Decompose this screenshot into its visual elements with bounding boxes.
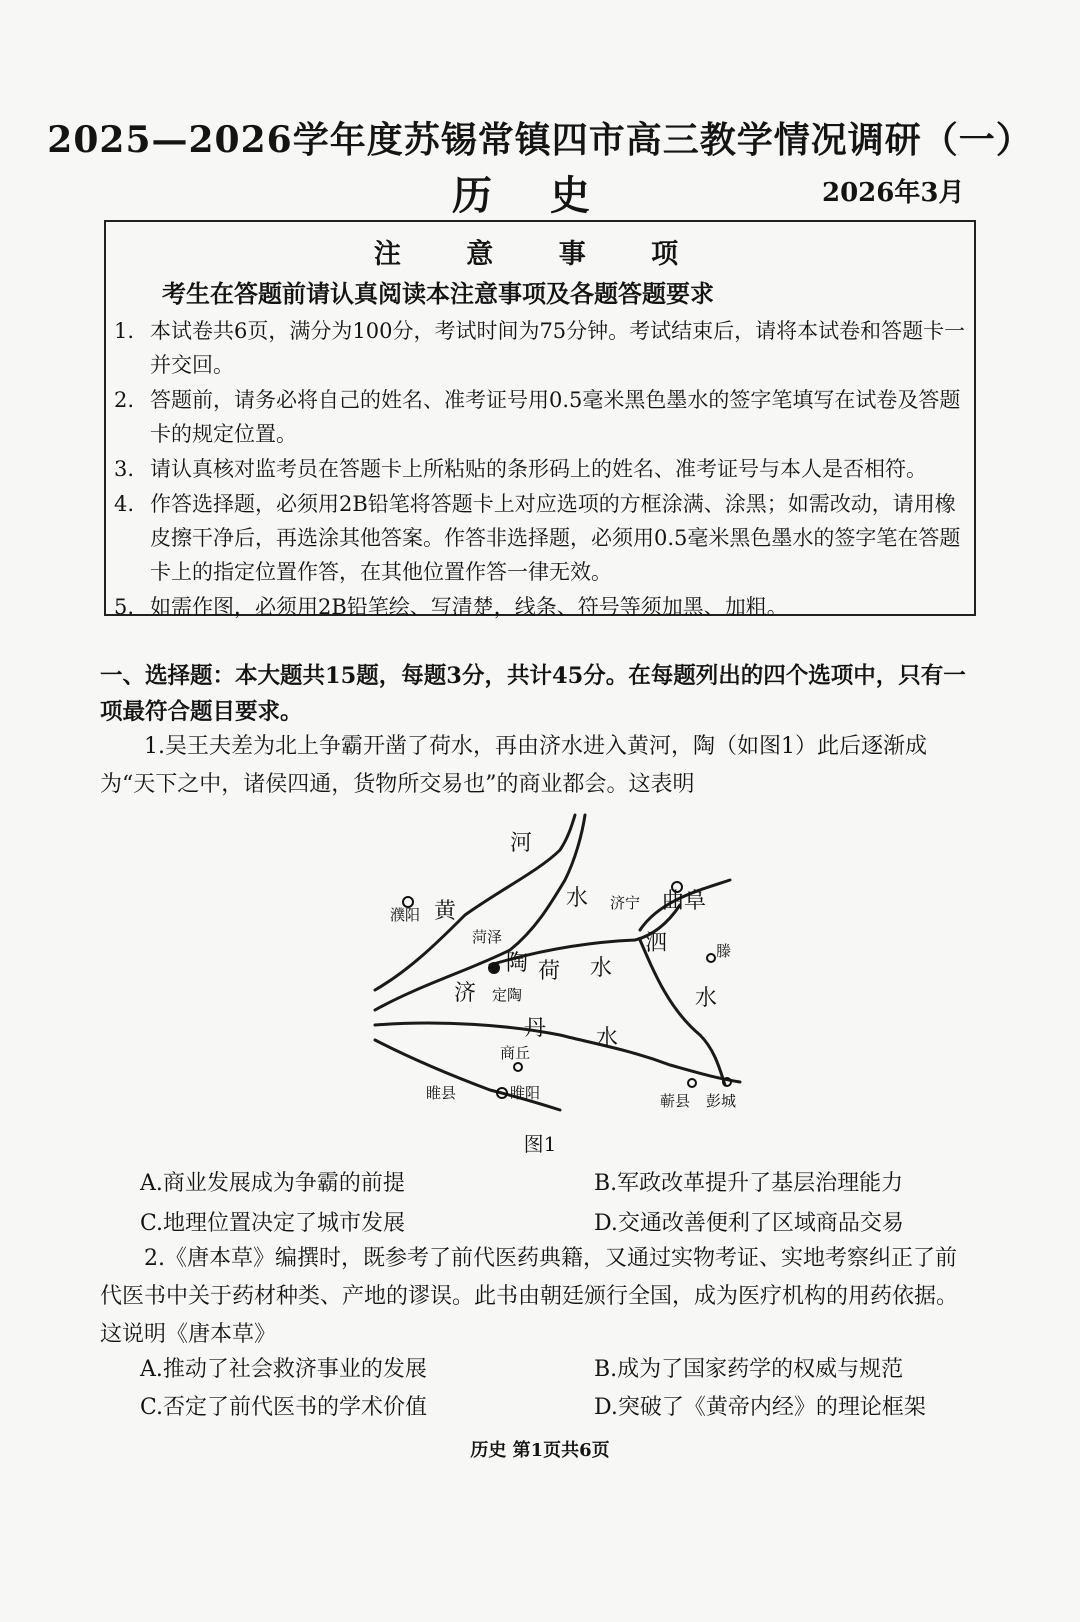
map-river-line — [375, 1023, 740, 1082]
question-1-option-c: C.地理位置决定了城市发展 — [140, 1211, 406, 1236]
map-label: 济宁 — [610, 894, 641, 912]
question-1-text: 1.吴王夫差为北上争霸开凿了荷水，再由济水进入黄河，陶（如图1）此后逐渐成为“天下之中，诸侯四通，货物所交易也”的商业都会。这表明 — [100, 734, 927, 797]
question-1-option-b: B.军政改革提升了基层治理能力 — [594, 1171, 904, 1196]
question-1-stem — [100, 728, 970, 804]
notice-item-text: 答题前，请务必将自己的姓名、准考证号用0.5毫米黑色墨水的签字笔填写在试卷及答题卡的规定位置。 — [150, 388, 961, 446]
map-label: 濮阳 — [390, 906, 421, 924]
map-label: 水 — [695, 986, 718, 1011]
section-heading: 一、选择题：本大题共15题，每题3分，共计45分。在每题列出的四个选项中，只有一项最符合题目要求。 — [100, 663, 966, 725]
question-2-text: 2.《唐本草》编撰时，既参考了前代医药典籍，又通过实物考证、实地考察纠正了前代医书中关于药材种类、产地的谬误。此书由朝廷颁行全国，成为医疗机构的用药依据。这说明《唐本草》 — [100, 1246, 959, 1347]
notice-subtitle: 考生在答题前请认真阅读本注意事项及各题答题要求 — [162, 279, 714, 308]
figure-1-map — [370, 810, 760, 1120]
map-city-dot — [514, 1063, 522, 1071]
map-label: 蕲县 — [660, 1092, 691, 1110]
map-label: 荷 — [538, 959, 561, 984]
notice-item-number: 4. — [114, 492, 135, 516]
notice-item-number: 5. — [114, 595, 135, 619]
notice-item — [114, 487, 970, 589]
question-2-option-c: C.否定了前代医书的学术价值 — [140, 1395, 428, 1420]
notice-list — [114, 314, 970, 625]
notice-item-text: 本试卷共6页，满分为100分，考试时间为75分钟。考试结束后，请将本试卷和答题卡一并交回。 — [150, 319, 966, 377]
question-2-stem — [100, 1240, 970, 1354]
question-2-option-b: B.成为了国家药学的权威与规范 — [594, 1357, 904, 1382]
map-label: 水 — [566, 886, 589, 911]
notice-item-number: 3. — [114, 457, 135, 481]
exam-date: 2026年3月 — [822, 178, 965, 208]
map-label: 丹 — [524, 1016, 547, 1041]
map-label: 济 — [454, 981, 477, 1006]
notice-title: 注 意 事 项 — [373, 239, 707, 270]
notice-item — [114, 590, 970, 624]
map-label: 黄 — [434, 899, 457, 924]
notice-item-number: 1. — [114, 319, 135, 343]
map-label: 滕 — [716, 942, 732, 960]
map-label: 水 — [590, 956, 613, 981]
map-label: 水 — [596, 1026, 619, 1051]
page-footer: 历史 第1页共6页 — [470, 1440, 610, 1461]
map-label: 彭城 — [706, 1092, 737, 1110]
map-label: 菏泽 — [472, 928, 503, 946]
notice-item-text: 请认真核对监考员在答题卡上所粘贴的条形码上的姓名、准考证号与本人是否相符。 — [150, 457, 927, 481]
map-label: 定陶 — [492, 986, 523, 1004]
map-city-dot — [688, 1079, 696, 1087]
notice-item-text: 作答选择题，必须用2B铅笔将答题卡上对应选项的方框涂满、涂黑；如需改动，请用橡皮擦干净后，再选涂其他答案。作答非选择题，必须用0.5毫米黑色墨水的签字笔在答题卡上的指定位置作答，在其他位置作答一律无效。 — [150, 492, 961, 584]
map-label: 曲阜 — [662, 889, 707, 914]
figure-1-caption: 图1 — [523, 1132, 557, 1156]
map-label: 陶 — [506, 951, 529, 976]
question-1-option-a: A.商业发展成为争霸的前提 — [140, 1171, 405, 1196]
question-2-option-a: A.推动了社会救济事业的发展 — [140, 1357, 427, 1382]
map-label: 河 — [510, 831, 533, 856]
question-2-option-d: D.突破了《黄帝内经》的理论框架 — [594, 1395, 926, 1420]
subject-title: 历 史 — [452, 172, 612, 219]
notice-item-text: 如需作图，必须用2B铅笔绘、写清楚，线条、符号等须加黑、加粗。 — [150, 595, 788, 619]
notice-item-number: 2. — [114, 388, 135, 412]
notice-item — [114, 452, 970, 486]
map-label: 商丘 — [500, 1044, 531, 1062]
exam-title: 2025—2026学年度苏锡常镇四市高三教学情况调研（一） — [47, 119, 1033, 161]
question-1-option-d: D.交通改善便利了区域商品交易 — [594, 1211, 904, 1236]
map-label: 睢阳 — [510, 1084, 541, 1102]
notice-box — [104, 220, 976, 619]
notice-item — [114, 314, 970, 382]
map-label: 睢县 — [426, 1084, 457, 1102]
notice-item — [114, 383, 970, 451]
map-city-dot — [707, 954, 715, 962]
map-city-dot — [488, 962, 500, 974]
map-label: 泗 — [645, 931, 668, 956]
